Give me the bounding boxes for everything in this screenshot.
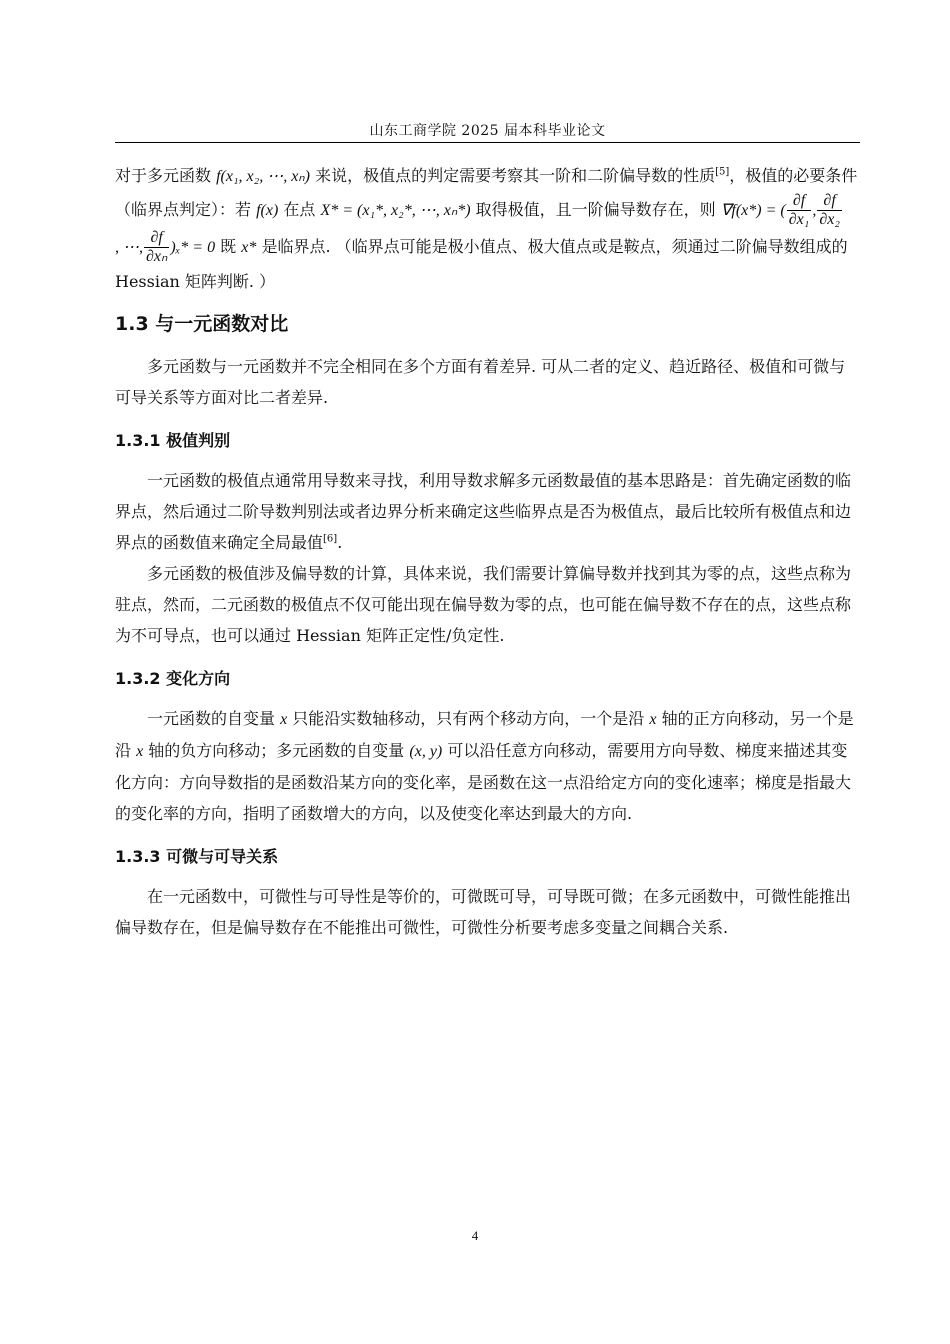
intro-text-d: 在点 bbox=[278, 200, 321, 219]
variable-x-1: x bbox=[280, 711, 288, 728]
header-rule bbox=[115, 142, 860, 143]
formula-fx: f(x₁, x₂, ⋯, xₙ) bbox=[216, 168, 310, 185]
variable-xy: (x, y) bbox=[409, 743, 443, 760]
intro-paragraph bbox=[115, 160, 860, 297]
citation-6: [6] bbox=[323, 533, 338, 545]
fraction-1 bbox=[787, 192, 812, 229]
direction-text-2: 只能沿实数轴移动，只有两个移动方向，一个是沿 bbox=[287, 709, 650, 728]
variable-x-2: x bbox=[649, 711, 657, 728]
formula-gradient-end: )ₓ* = 0 bbox=[170, 239, 216, 256]
fraction-1-numerator: ∂f bbox=[787, 192, 812, 211]
formula-f: f(x) bbox=[256, 202, 279, 219]
direction-text-3: 轴的正方向移动，另一个是沿 bbox=[115, 709, 854, 760]
subsection-heading-differentiability: 1.3.3 可微与可导关系 bbox=[115, 847, 279, 866]
page-body bbox=[115, 160, 860, 943]
running-header: 山东工商学院 2025 届本科毕业论文 bbox=[369, 123, 606, 139]
direction-paragraph bbox=[115, 703, 860, 829]
section-paragraph: 多元函数与一元函数并不完全相同在多个方面有着差异. 可从二者的定义、趋近路径、极值和可微与可导关系等方面对比二者差异. bbox=[115, 357, 846, 407]
fraction-2-numerator: ∂f bbox=[817, 192, 842, 211]
fraction-2-denominator: ∂x₂ bbox=[819, 211, 840, 228]
intro-text-g: 是临界点. （临界点可能是极小值点、极大值点或是鞍点，须通过二阶偏导数组成的 Hessian 矩阵判断. ） bbox=[115, 237, 848, 291]
citation-5: [5] bbox=[715, 166, 730, 178]
intro-text-c: ，极值的必要条件（临界点判定）：若 bbox=[115, 166, 858, 219]
subsection-heading-extremum: 1.3.1 极值判别 bbox=[115, 431, 231, 450]
intro-text-e: 取得极值，且一阶偏导数存在，则 bbox=[470, 200, 721, 219]
section-heading: 1.3 与一元函数对比 bbox=[115, 313, 289, 335]
extremum-paragraph-1-end: . bbox=[337, 533, 343, 552]
direction-text-5: 可以沿任意方向移动，需要用方向导数、梯度来描述其变化方向：方向导数指的是函数沿某方向的变化率，是函数在这一点沿给定方向的变化速率；梯度是指最大的变化率的方向，指明了函数增大的方向，以及使变化率达到最大的方向. bbox=[115, 741, 852, 823]
fraction-3 bbox=[144, 229, 169, 266]
subsection-heading-direction: 1.3.2 变化方向 bbox=[115, 669, 231, 688]
fraction-1-denominator: ∂x₁ bbox=[788, 211, 810, 228]
variable-x-3: x bbox=[136, 743, 144, 760]
fraction-3-numerator: ∂f bbox=[144, 229, 169, 248]
intro-text-f: 既 bbox=[215, 237, 242, 256]
direction-text-4: 轴的负方向移动；多元函数的自变量 bbox=[143, 741, 410, 760]
fraction-2 bbox=[817, 192, 842, 229]
extremum-paragraph-1-text: 一元函数的极值点通常用导数来寻找，利用导数求解多元函数最值的基本思路是：首先确定函数的临界点，然后通过二阶导数判别法或者边界分析来确定这些临界点是否为极值点，最后比较所有极值点和边界点的函数值来确定全局最值 bbox=[115, 471, 852, 552]
formula-xstar: x* bbox=[241, 239, 257, 256]
extremum-paragraph-1 bbox=[115, 465, 860, 558]
fraction-separator-2: , ⋯, bbox=[115, 239, 143, 256]
formula-extremum-point: X* = (x₁*, x₂*, ⋯, xₙ*) bbox=[320, 202, 471, 219]
intro-text-a: 对于多元函数 bbox=[115, 166, 217, 185]
extremum-paragraph-2: 多元函数的极值涉及偏导数的计算，具体来说，我们需要计算偏导数并找到其为零的点，这些点称为驻点，然而，二元函数的极值点不仅可能出现在偏导数为零的点，也可能在偏导数不存在的点，这些点称为不可导点，也可以通过 Hessian 矩阵正定性/负定性. bbox=[115, 564, 852, 645]
direction-text-1: 一元函数的自变量 bbox=[147, 709, 281, 728]
page-number: 4 bbox=[471, 1228, 479, 1243]
fraction-separator-1: , bbox=[812, 202, 817, 219]
intro-text-b: 来说，极值点的判定需要考察其一阶和二阶偏导数的性质 bbox=[310, 166, 716, 185]
formula-gradient-start: ∇f(x*) = ( bbox=[720, 202, 786, 219]
fraction-3-denominator: ∂xₙ bbox=[146, 248, 168, 265]
differentiability-paragraph: 在一元函数中，可微性与可导性是等价的，可微既可导，可导既可微；在多元函数中，可微性能推出偏导数存在，但是偏导数存在不能推出可微性，可微性分析要考虑多变量之间耦合关系. bbox=[115, 887, 852, 937]
